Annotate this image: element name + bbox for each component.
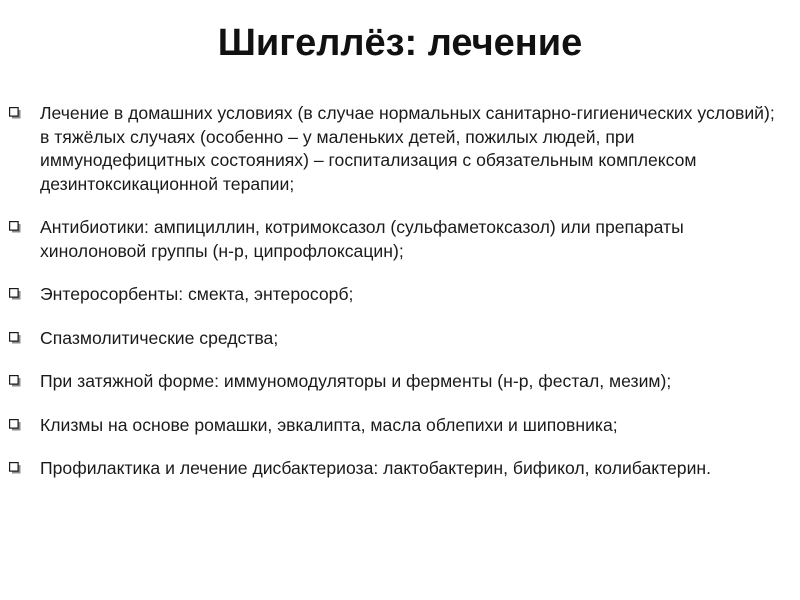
slide-title: Шигеллёз: лечение — [217, 22, 583, 64]
checkbox-square-icon — [9, 221, 21, 233]
list-item — [8, 327, 783, 351]
checkbox-square-icon — [9, 419, 21, 431]
list-item-text: Антибиотики: ампициллин, котримоксазол (сульфаметоксазол) или препараты хинолоновой группы (н-р, ципрофлоксацин); — [40, 217, 684, 261]
list-item-text: Лечение в домашних условиях (в случае нормальных санитарно-гигиенических условий); в тяжёлых случаях (особенно – у маленьких детей, пожилых людей, при иммунодефицитных состояниях) – госпитализация с обязательным комплексом дезинтоксикационной терапии; — [40, 103, 775, 194]
checkbox-square-icon — [9, 288, 21, 300]
list-item — [8, 457, 783, 481]
checkbox-square-icon — [9, 332, 21, 344]
checkbox-square-icon — [9, 462, 21, 474]
bullet-list — [8, 102, 783, 501]
list-item — [8, 283, 783, 307]
list-item — [8, 102, 783, 196]
list-item-text: Энтеросорбенты: смекта, энтеросорб; — [40, 284, 354, 304]
checkbox-square-icon — [9, 375, 21, 387]
list-item-text: Профилактика и лечение дисбактериоза: лактобактерин, бификол, колибактерин. — [40, 458, 712, 478]
list-item-text: При затяжной форме: иммуномодуляторы и ферменты (н-р, фестал, мезим); — [40, 371, 672, 391]
checkbox-square-icon — [9, 107, 21, 119]
list-item — [8, 216, 783, 263]
list-item — [8, 370, 783, 394]
list-item — [8, 414, 783, 438]
list-item-text: Спазмолитические средства; — [40, 327, 279, 348]
list-item-text: Клизмы на основе ромашки, эвкалипта, масла облепихи и шиповника; — [40, 414, 618, 435]
